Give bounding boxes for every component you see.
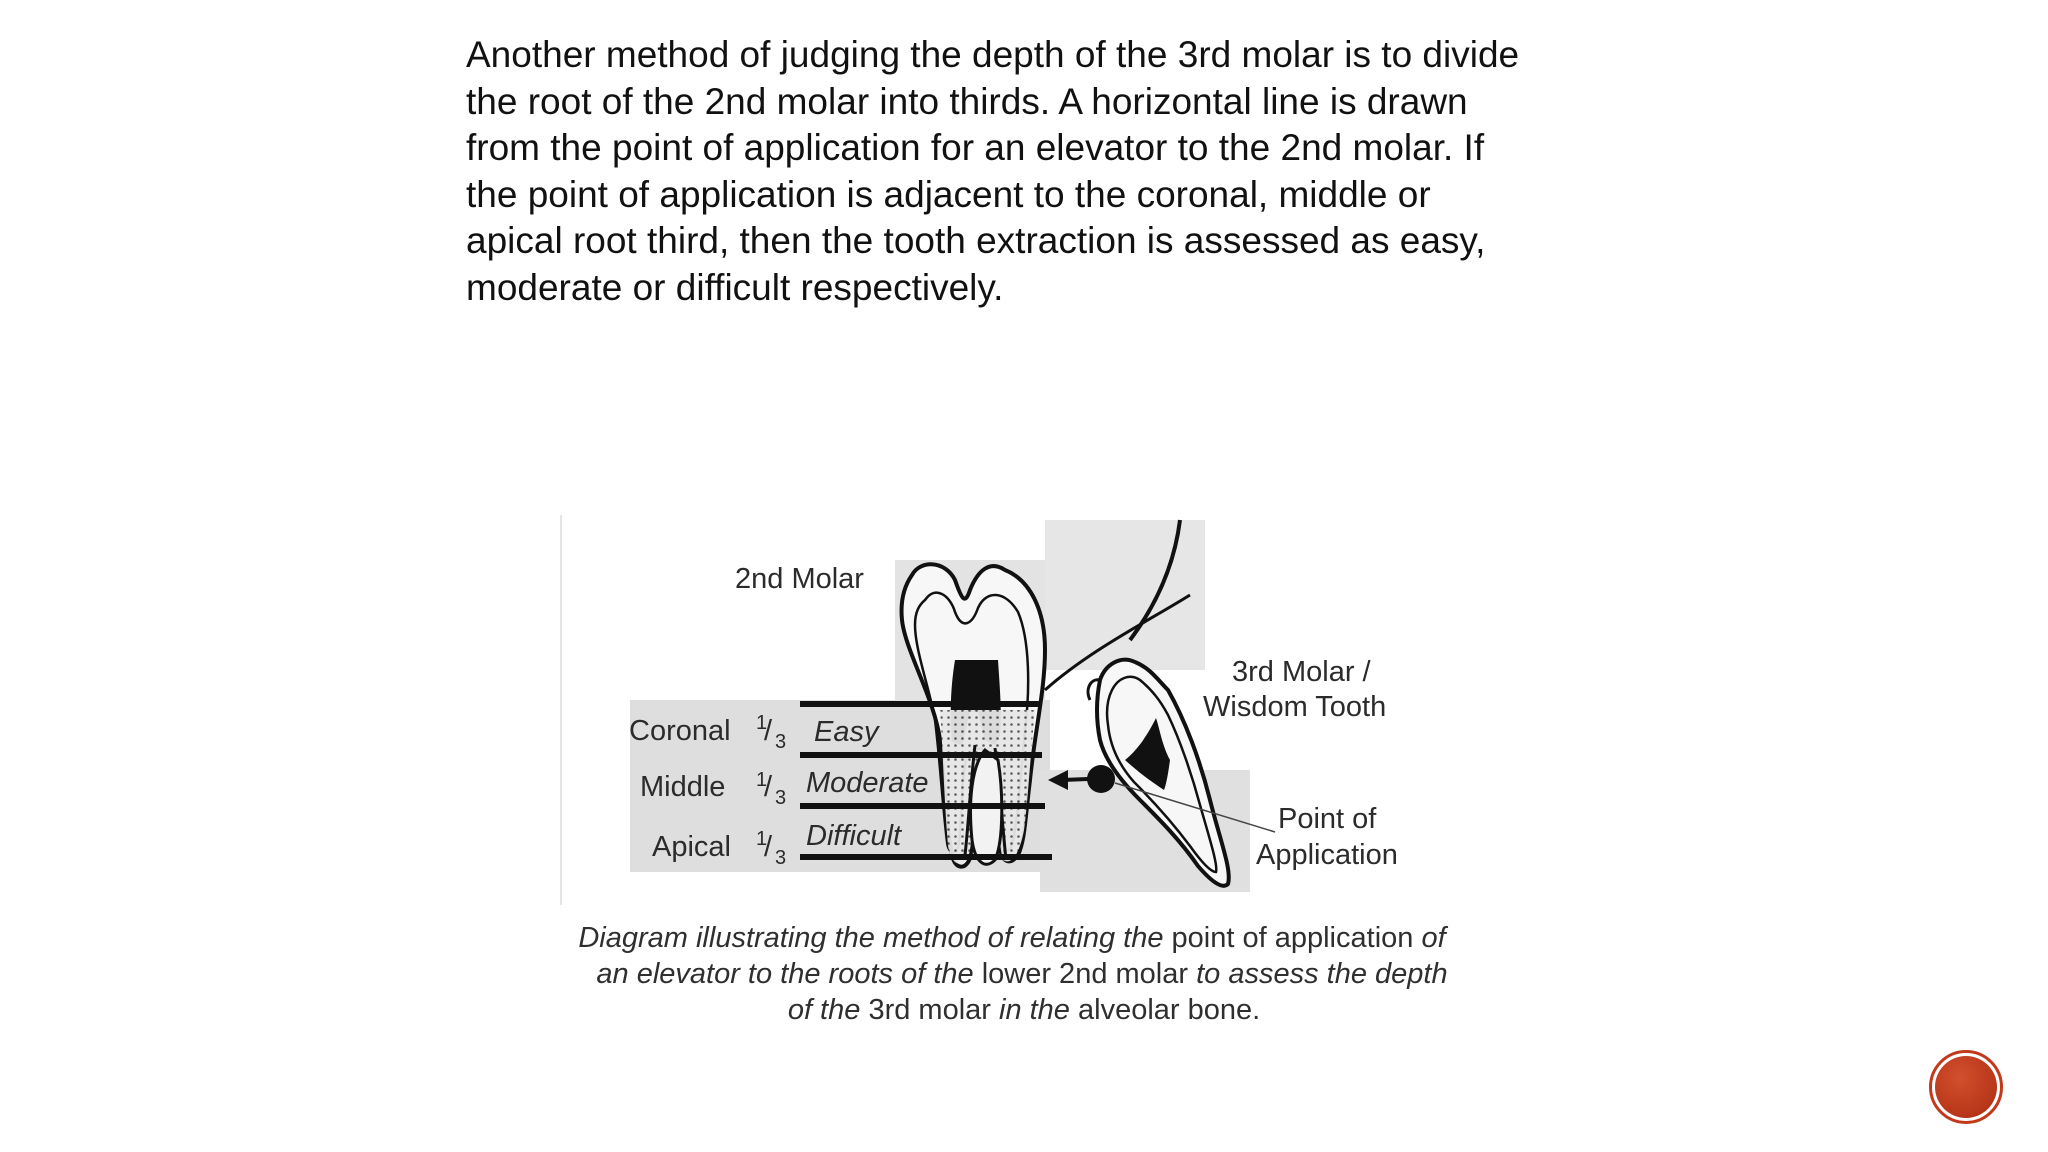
point-of-application-dot [1087,765,1115,793]
fraction-slash: / [764,715,773,747]
middle-fraction-denominator: 3 [775,787,787,809]
intro-line: the root of the 2nd molar into thirds. A horizontal line is drawn [466,80,1468,122]
slide-nav-icon [1935,1056,1997,1118]
moderate-label: Moderate [806,767,929,799]
intro-line: apical root third, then the tooth extraction is assessed as easy, [466,220,1486,261]
intro-line: moderate or difficult respectively. [466,266,1004,308]
middle-third-label: Middle [640,771,726,803]
apical-fraction-numerator: 1 [756,828,768,850]
intro-line: from the point of application for an elevator to the 2nd molar. If [466,127,1485,168]
point-of-label: Point of [1278,803,1377,835]
coronal-fraction-numerator: 1 [756,712,768,734]
slide-nav-button[interactable] [1929,1050,2003,1124]
fraction-slash: / [764,831,773,863]
application-label: Application [1256,839,1398,871]
caption-line-1: Diagram illustrating the method of relating the point of application of [578,922,1446,954]
third-molar-label: 3rd Molar / [1232,656,1371,688]
wisdom-tooth-label: Wisdom Tooth [1203,691,1387,723]
apical-fraction-denominator: 3 [775,847,787,869]
apical-third-label: Apical [652,831,731,863]
coronal-fraction-denominator: 3 [775,731,787,753]
second-molar-label: 2nd Molar [735,563,864,595]
easy-label: Easy [814,716,879,748]
intro-line: the point of application is adjacent to the coronal, middle or [466,173,1431,215]
fraction-slash: / [764,771,773,803]
coronal-third-label: Coronal [629,715,731,747]
caption-line-2: an elevator to the roots of the lower 2nd molar to assess the depth [596,958,1448,990]
caption-line-3: of the 3rd molar in the alveolar bone. [787,994,1261,1026]
difficult-label: Difficult [806,820,902,852]
intro-line: Another method of judging the depth of the 3rd molar is to divide [466,34,1520,75]
middle-fraction-numerator: 1 [756,769,768,791]
upper-background [1045,520,1205,670]
